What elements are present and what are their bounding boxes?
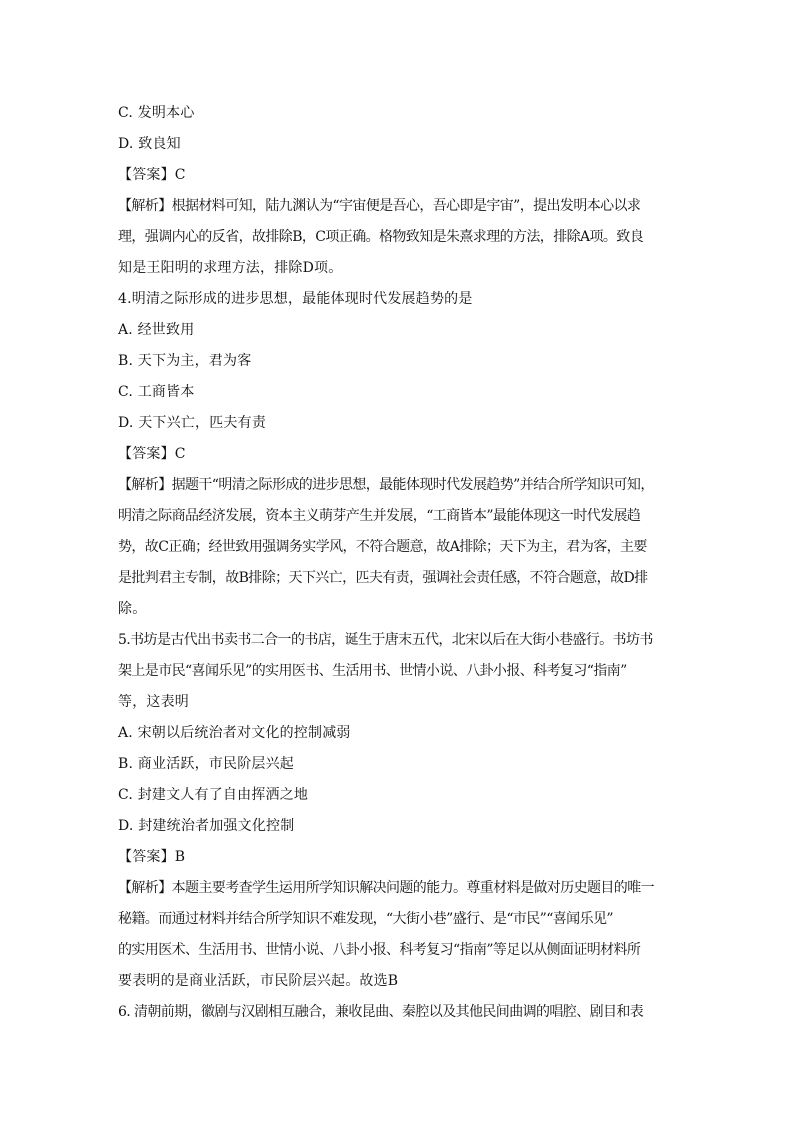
analysis-line: 除。	[118, 601, 147, 617]
option-a-line: A. 经世致用	[118, 322, 195, 338]
answer-line: 【答案】C	[118, 446, 186, 462]
question-5-stem: 5.书坊是古代出书卖书二合一的书店，诞生于唐末五代，北宋以后在大街小巷盛行。书坊书	[118, 632, 653, 648]
option-c-line: C. 封建文人有了自由挥洒之地	[118, 787, 309, 803]
analysis-line: 【解析】据题干“明清之际形成的进步思想，最能体现时代发展趋势”并结合所学知识可知，	[118, 477, 654, 493]
option-d-line: D. 致良知	[118, 136, 181, 152]
option-c-line: C. 工商皆本	[118, 384, 195, 400]
analysis-line: 秘籍。而通过材料并结合所学知识不难发现，“大街小巷”盛行、是“市民”“喜闻乐见”	[118, 911, 613, 927]
answer-line: 【答案】C	[118, 167, 186, 183]
analysis-line: 势，故C正确；经世致用强调务实学风，不符合题意，故A排除；天下为主，君为客，主要	[118, 539, 647, 555]
question-5-stem: 架上是市民“喜闻乐见”的实用医书、生活用书、世情小说、八卦小报、科考复习“指南”	[118, 663, 627, 679]
question-5-stem: 等，这表明	[118, 694, 189, 710]
analysis-line: 的实用医术、生活用书、世情小说、八卦小报、科考复习“指南”等足以从侧面证明材料所	[118, 942, 641, 958]
option-b-line: B. 天下为主，君为客	[118, 353, 252, 369]
option-d-line: D. 天下兴亡，匹夫有责	[118, 415, 267, 431]
analysis-line: 要表明的是商业活跃，市民阶层兴起。故选B	[118, 973, 399, 989]
analysis-line: 明清之际商品经济发展，资本主义萌芽产生并发展，“工商皆本”最能体现这一时代发展趋	[118, 508, 641, 524]
analysis-line: 知是王阳明的求理方法，排除D项。	[118, 260, 343, 276]
option-b-line: B. 商业活跃，市民阶层兴起	[118, 756, 294, 772]
option-c-line: C. 发明本心	[118, 105, 195, 121]
analysis-line: 【解析】本题主要考查学生运用所学知识解决问题的能力。尊重材料是做对历史题目的唯一	[118, 880, 654, 896]
question-4-stem: 4.明清之际形成的进步思想，最能体现时代发展趋势的是	[118, 291, 473, 307]
analysis-line: 【解析】根据材料可知，陆九渊认为“宇宙便是吾心，吾心即是宇宙”，提出发明本心以求	[118, 198, 641, 214]
answer-line: 【答案】B	[118, 849, 186, 865]
analysis-line: 理，强调内心的反省，故排除B，C项正确。格物致知是朱熹求理的方法，排除A项。致良	[118, 229, 644, 245]
analysis-line: 是批判君主专制，故B排除；天下兴亡，匹夫有责，强调社会责任感，不符合题意，故D排	[118, 570, 648, 586]
option-d-line: D. 封建统治者加强文化控制	[118, 818, 295, 834]
question-6-stem: 6. 清朝前期，徽剧与汉剧相互融合，兼收昆曲、秦腔以及其他民间曲调的唱腔、剧目和表	[118, 1004, 644, 1020]
option-a-line: A. 宋朝以后统治者对文化的控制减弱	[118, 725, 351, 741]
